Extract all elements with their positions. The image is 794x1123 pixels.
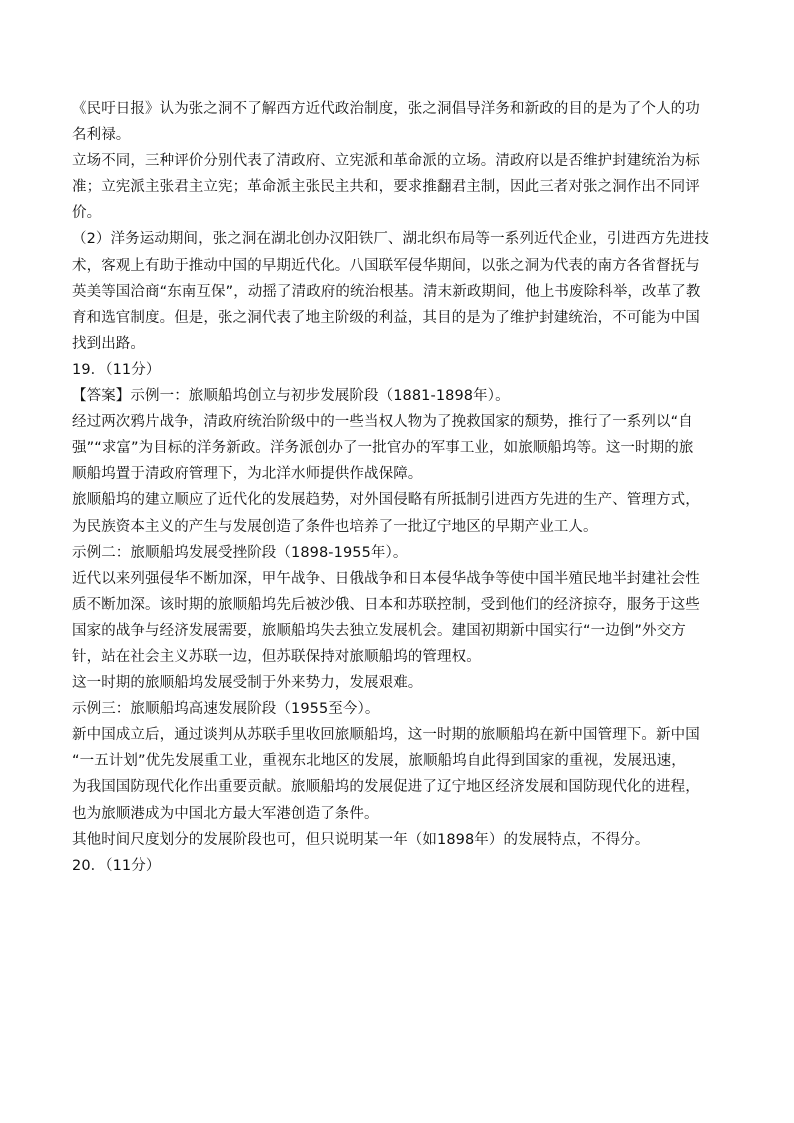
- question-number: 19．（11分）: [72, 361, 161, 378]
- text-line: 这一时期的旅顺船坞发展受制于外来势力，发展艰难。: [72, 675, 423, 692]
- text-line: 其他时间尺度划分的发展阶段也可，但只说明某一年（如1898年）的发展特点，不得分。: [72, 831, 650, 848]
- text-line: 强”“求富”为目标的洋务新政。洋务派创办了一批官办的军事工业，如旅顺船坞等。这一时期的旅: [72, 440, 694, 457]
- text-line: 英美等国洽商“东南互保”，动摇了清政府的统治根基。清末新政期间，他上书废除科举，改革了教: [72, 283, 701, 300]
- text-line: （2）洋务运动期间，张之洞在湖北创办汉阳铁厂、湖北织布局等一系列近代企业，引进西方先进技: [72, 231, 710, 248]
- answer-heading: 【答案】示例一：旅顺船坞创立与初步发展阶段（1881-1898年）。: [72, 388, 510, 405]
- text-line: 近代以来列强侵华不断加深，甲午战争、日俄战争和日本侵华战争等使中国半殖民地半封建社会性: [72, 570, 700, 587]
- text-line: 旅顺船坞的建立顺应了近代化的发展趋势，对外国侵略有所抵制引进西方先进的生产、管理方式，: [72, 492, 700, 509]
- text-line: 找到出路。: [72, 335, 145, 352]
- text-line: 名利禄。: [72, 127, 131, 144]
- text-line: 价。: [72, 205, 102, 222]
- text-line: 为民族资本主义的产生与发展创造了条件也培养了一批辽宁地区的早期产业工人。: [72, 518, 598, 535]
- text-line: 育和选官制度。但是，张之洞代表了地主阶级的利益，其目的是为了维护封建统治，不可能为中国: [72, 309, 700, 326]
- text-line: 《民吁日报》认为张之洞不了解西方近代政治制度，张之洞倡导洋务和新政的目的是为了个人的功: [72, 101, 700, 117]
- text-line: 准；立宪派主张君主立宪；革命派主张民主共和，要求推翻君主制，因此三者对张之洞作出不同评: [72, 179, 700, 196]
- text-line: 为我国国防现代化作出重要贡献。旅顺船坞的发展促进了辽宁地区经济发展和国防现代化的进程，: [72, 779, 700, 796]
- text-line: 立场不同，三种评价分别代表了清政府、立宪派和革命派的立场。清政府以是否维护封建统治为标: [72, 153, 700, 170]
- text-line: 经过两次鸦片战争，清政府统治阶级中的一些当权人物为了挽救国家的颓势，推行了一系列以“自: [72, 414, 693, 431]
- text-line: 新中国成立后，通过谈判从苏联手里收回旅顺船坞，这一时期的旅顺船坞在新中国管理下。新中国: [72, 727, 700, 744]
- text-line: 也为旅顺港成为中国北方最大军港创造了条件。: [72, 805, 379, 822]
- document-body: [72, 96, 732, 879]
- text-line: 质不断加深。该时期的旅顺船坞先后被沙俄、日本和苏联控制，受到他们的经济掠夺，服务于这些: [72, 596, 700, 613]
- text-line: 术，客观上有助于推动中国的早期近代化。八国联军侵华期间，以张之洞为代表的南方各省督抚与: [72, 257, 700, 274]
- text-line: 国家的战争与经济发展需要，旅顺船坞失去独立发展机会。建国初期新中国实行“一边倒”外交方: [72, 622, 686, 639]
- example-heading: 示例二：旅顺船坞发展受挫阶段（1898-1955年）。: [72, 544, 408, 561]
- example-heading: 示例三：旅顺船坞高速发展阶段（1955至今）。: [72, 701, 380, 718]
- question-number: 20．（11分）: [72, 857, 161, 874]
- text-line: 顺船坞置于清政府管理下，为北洋水师提供作战保障。: [72, 466, 423, 483]
- text-line: 针，站在社会主义苏联一边，但苏联保持对旅顺船坞的管理权。: [72, 648, 481, 665]
- text-line: “一五计划”优先发展重工业，重视东北地区的发展，旅顺船坞自此得到国家的重视，发展迅速，: [72, 753, 686, 770]
